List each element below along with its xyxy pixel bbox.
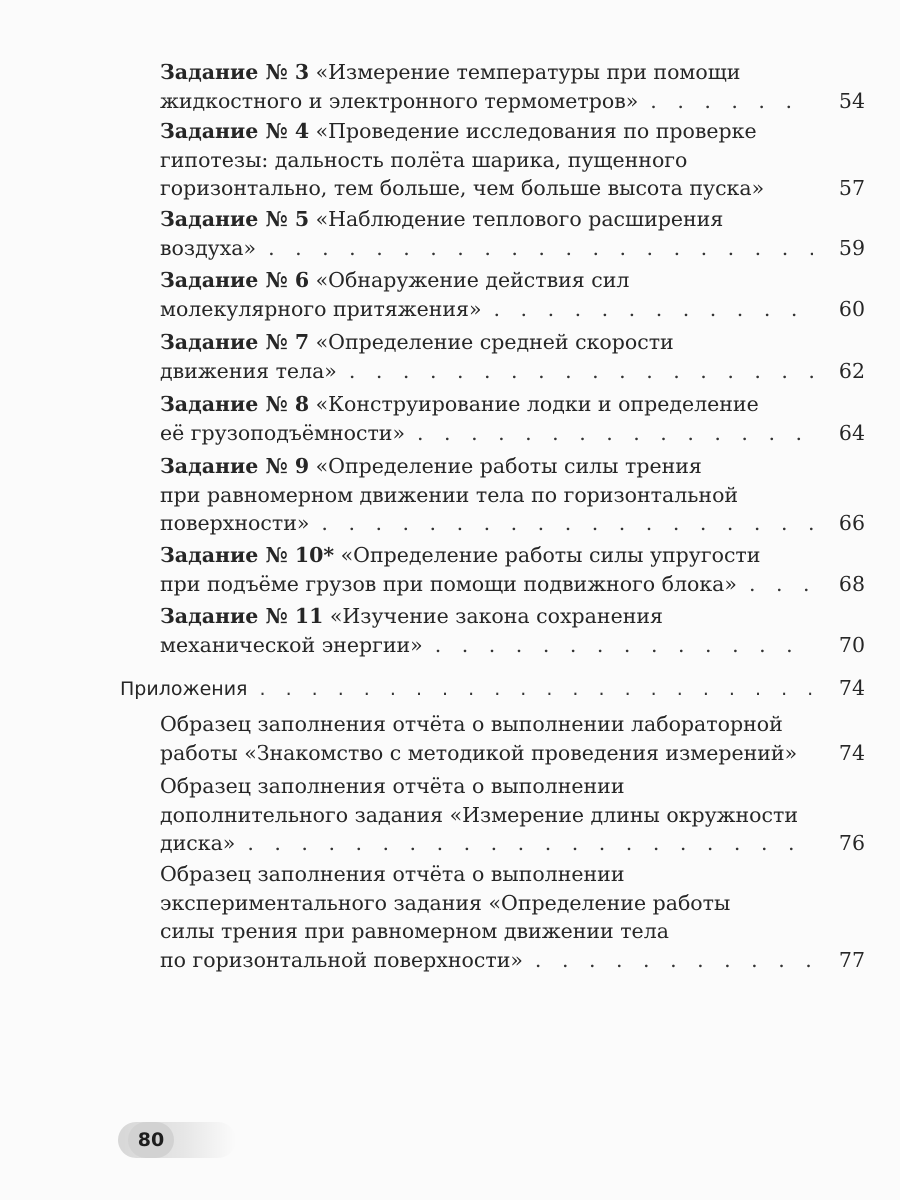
dot-leader xyxy=(349,357,813,386)
sample-title: Образец заполнения отчёта о выполнении лабораторной xyxy=(160,712,783,736)
task-title: «Определение работы силы трения xyxy=(315,454,702,478)
sample-title-cont: работы «Знакомство с методикой проведения измерений» xyxy=(160,740,798,765)
task-label: Задание № 5 xyxy=(160,207,310,231)
task-title-cont: её грузоподъёмности» xyxy=(160,420,406,445)
dot-leader xyxy=(259,675,813,704)
task-title-cont: при равномерном движении тела по горизонтальной xyxy=(160,482,739,507)
page-ref: 74 xyxy=(838,740,865,765)
toc-entry-sample-3[interactable] xyxy=(160,860,865,974)
sample-title: Образец заполнения отчёта о выполнении xyxy=(160,862,625,886)
sample-title: Образец заполнения отчёта о выполнении xyxy=(160,774,625,798)
sample-title-cont: по горизонтальной поверхности» xyxy=(160,947,523,972)
task-title: «Проведение исследования по проверке xyxy=(315,119,757,143)
task-title: «Определение работы силы упругости xyxy=(340,543,761,567)
toc-entry-task-5[interactable] xyxy=(160,205,865,262)
toc-entry-task-9[interactable] xyxy=(160,452,865,538)
page-ref: 57 xyxy=(838,176,865,200)
page-ref: 68 xyxy=(838,571,865,596)
page-number-badge xyxy=(118,1122,236,1158)
toc-entry-task-8[interactable] xyxy=(160,390,865,447)
task-title: «Наблюдение теплового расширения xyxy=(315,207,724,231)
task-title: «Измерение температуры при помощи xyxy=(315,60,741,84)
task-label: Задание № 3 xyxy=(160,60,310,84)
toc-entry-task-6[interactable] xyxy=(160,266,865,323)
page-ref: 62 xyxy=(838,358,865,383)
page-ref: 77 xyxy=(838,947,865,972)
dot-leader xyxy=(247,829,813,858)
toc-entry-sample-2[interactable] xyxy=(160,772,865,858)
task-title: «Обнаружение действия сил xyxy=(315,268,630,292)
toc-entry-task-7[interactable] xyxy=(160,328,865,385)
page-ref: 60 xyxy=(838,296,865,321)
task-title-cont: молекулярного притяжения» xyxy=(160,296,482,321)
dot-leader xyxy=(535,946,813,975)
page-ref: 76 xyxy=(838,831,865,855)
task-label: Задание № 10* xyxy=(160,543,335,567)
page-ref: 54 xyxy=(838,88,865,113)
page-ref: 59 xyxy=(838,235,865,260)
task-title-cont: поверхности» xyxy=(160,511,310,535)
task-title-cont: движения тела» xyxy=(160,358,337,383)
task-title: «Определение средней скорости xyxy=(315,330,674,354)
task-label: Задание № 8 xyxy=(160,392,310,416)
task-label: Задание № 6 xyxy=(160,268,310,292)
dot-leader xyxy=(494,295,813,324)
toc-entry-task-10[interactable] xyxy=(160,541,865,598)
sample-title-cont: дополнительного задания «Измерение длины окружности xyxy=(160,802,799,827)
task-label: Задание № 9 xyxy=(160,454,310,478)
toc-entry-task-4[interactable] xyxy=(160,117,865,203)
task-title-cont: механической энергии» xyxy=(160,632,423,657)
task-label: Задание № 11 xyxy=(160,604,324,628)
toc-entry-sample-1[interactable] xyxy=(160,710,865,767)
sample-title-cont: диска» xyxy=(160,831,236,855)
page-ref: 74 xyxy=(838,676,865,700)
page-ref: 70 xyxy=(838,632,865,657)
task-title-cont: гипотезы: дальность полёта шарика, пущенного xyxy=(160,147,688,172)
toc-entry-task-3[interactable] xyxy=(160,58,865,115)
task-label: Задание № 7 xyxy=(160,330,310,354)
page-number: 80 xyxy=(128,1122,174,1158)
dot-leader xyxy=(321,509,813,538)
page-ref: 66 xyxy=(838,511,865,535)
task-title-cont: жидкостного и электронного термометров» xyxy=(160,88,639,113)
task-title-cont: воздуха» xyxy=(160,235,257,260)
task-label: Задание № 4 xyxy=(160,119,310,143)
dot-leader xyxy=(650,87,813,116)
toc-entry-task-11[interactable] xyxy=(160,602,865,659)
page-ref: 64 xyxy=(838,420,865,445)
dot-leader xyxy=(435,631,813,660)
toc-entry-appendix[interactable] xyxy=(120,674,865,704)
task-title-cont: горизонтально, тем больше, чем больше высота пуска» xyxy=(160,176,765,200)
task-title-cont: при подъёме грузов при помощи подвижного блока» xyxy=(160,571,737,596)
sample-title-cont: экспериментального задания «Определение работы xyxy=(160,890,731,915)
appendix-title: Приложения xyxy=(120,678,248,700)
dot-leader xyxy=(268,234,813,263)
dot-leader xyxy=(417,419,813,448)
dot-leader xyxy=(749,570,813,599)
task-title: «Изучение закона сохранения xyxy=(329,604,663,628)
task-title: «Конструирование лодки и определение xyxy=(315,392,759,416)
sample-title-cont: силы трения при равномерном движении тела xyxy=(160,919,669,943)
